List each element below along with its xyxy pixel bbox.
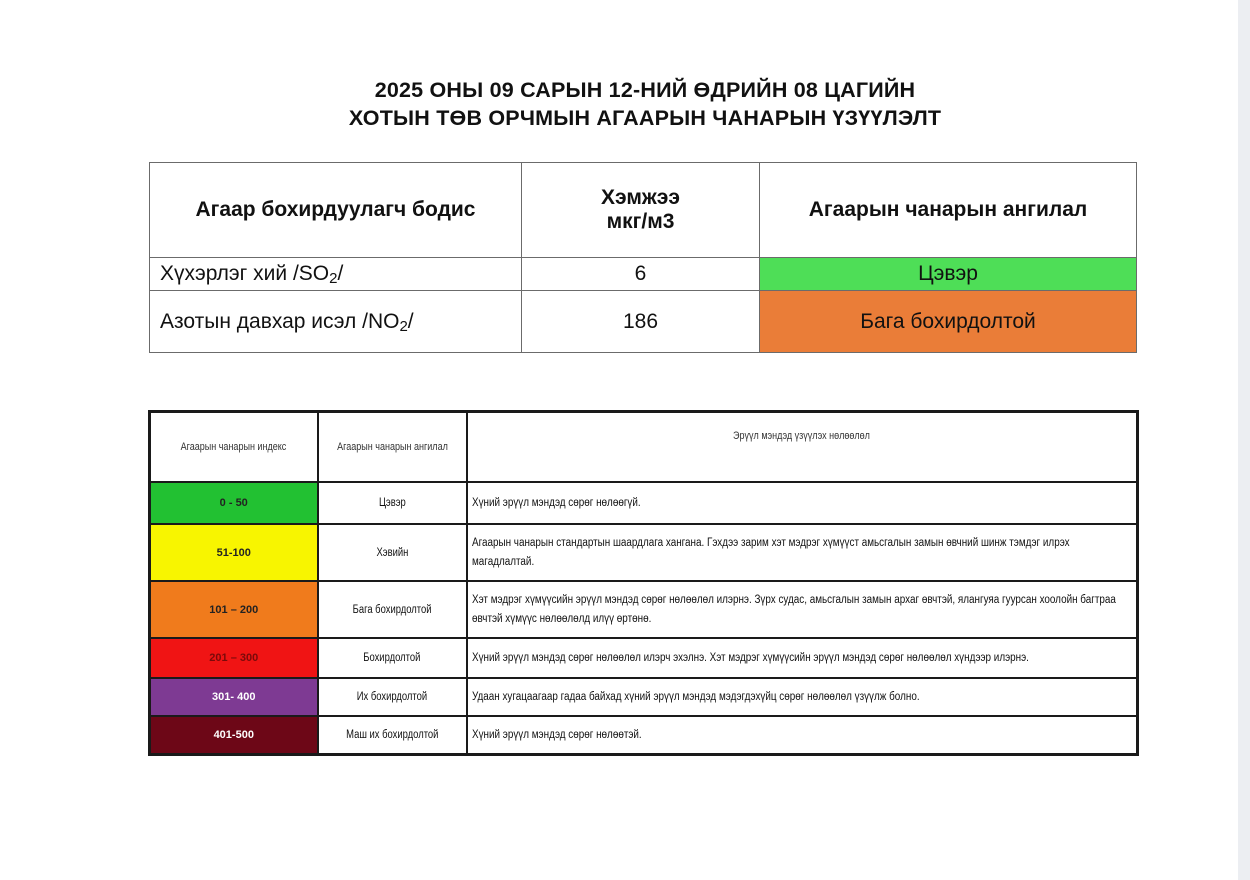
index-range: 0 - 50	[150, 482, 318, 524]
page-edge-strip	[1238, 0, 1250, 880]
quality-category: Цэвэр	[760, 258, 1137, 291]
index-row-polluted	[150, 638, 1138, 678]
title-line-2: ХОТЫН ТӨВ ОРЧМЫН АГААРЫН ЧАНАРЫН ҮЗҮҮЛЭЛТ	[348, 106, 942, 130]
pollutant-name	[150, 258, 522, 291]
amount-header-line-2: мкг/м3	[606, 210, 675, 233]
index-header-row	[150, 412, 1138, 483]
index-range: 301- 400	[150, 678, 318, 716]
quality-category: Бага бохирдолтой	[760, 291, 1137, 353]
index-impact: Хүний эрүүл мэндэд сөрөг нөлөөлөл илэрч эхэлнэ. Хэт мэдрэг хүмүүсийн эрүүл мэндэд сөрөг нөлөөлөл хүндээр илэрнэ.	[467, 638, 1138, 678]
title-line-1: 2025 ОНЫ 09 САРЫН 12-НИЙ ӨДРИЙН 08 ЦАГИЙН	[374, 78, 916, 102]
index-category: Хэвийн	[318, 524, 467, 581]
measurement-header-row	[150, 163, 1137, 258]
pollutant-suffix: /	[407, 309, 414, 333]
index-row-low-pollution	[150, 581, 1138, 638]
index-impact: Хүний эрүүл мэндэд сөрөг нөлөөтэй.	[467, 716, 1138, 755]
category-header: Агаарын чанарын ангилал	[760, 163, 1137, 258]
subscript: 2	[329, 270, 338, 287]
index-range: 101 – 200	[150, 581, 318, 638]
index-impact: Удаан хугацаагаар гадаа байхад хүний эрүүл мэндэд мэдэгдэхүйц сөрөг нөлөөлөл үзүүлж болно.	[467, 678, 1138, 716]
subscript: 2	[399, 317, 408, 335]
air-quality-index-table	[148, 410, 1139, 756]
measurement-row-no2	[150, 291, 1137, 353]
index-impact: Хэт мэдрэг хүмүүсийн эрүүл мэндэд сөрөг нөлөөлөл илэрнэ. Зүрх судас, амьсгалын замын архаг өвчтэй, ялангуяа гуурсан хоолойн багтраа өвчтэй хүмүүс нөлөөлөлд илүү өртөнө.	[467, 581, 1138, 638]
amount-header-line-1: Хэмжээ	[601, 186, 680, 209]
report-title	[0, 76, 1250, 132]
pollutant-name	[150, 291, 522, 353]
index-impact: Хүний эрүүл мэндэд сөрөг нөлөөгүй.	[467, 482, 1138, 524]
pollutant-suffix: /	[337, 262, 344, 285]
index-category: Цэвэр	[318, 482, 467, 524]
pollutant-header: Агаар бохирдуулагч бодис	[150, 163, 522, 258]
impact-header: Эрүүл мэндэд үзүүлэх нөлөөлөл	[467, 412, 1138, 483]
measurement-table	[149, 162, 1137, 353]
index-header: Агаарын чанарын индекс	[150, 412, 318, 483]
index-category: Бага бохирдолтой	[318, 581, 467, 638]
measurement-row-so2	[150, 258, 1137, 291]
index-category: Маш их бохирдолтой	[318, 716, 467, 755]
index-row-clean	[150, 482, 1138, 524]
pollutant-value: 186	[522, 291, 760, 353]
index-category: Бохирдолтой	[318, 638, 467, 678]
pollutant-name-text: Хүхэрлэг хий /SO	[160, 262, 330, 285]
index-row-normal	[150, 524, 1138, 581]
amount-header	[522, 163, 760, 258]
index-impact: Агаарын чанарын стандартын шаардлага хангана. Гэхдээ зарим хэт мэдрэг хүмүүст амьсгалын замын өвчний шинж тэмдэг илрэх магадлалтай.	[467, 524, 1138, 581]
index-range: 201 – 300	[150, 638, 318, 678]
index-row-very-high-pollution	[150, 716, 1138, 755]
index-category-header: Агаарын чанарын ангилал	[318, 412, 467, 483]
index-range: 51-100	[150, 524, 318, 581]
index-range: 401-500	[150, 716, 318, 755]
pollutant-name-text: Азотын давхар исэл /NO	[160, 309, 400, 333]
index-row-high-pollution	[150, 678, 1138, 716]
pollutant-value: 6	[522, 258, 760, 291]
index-category: Их бохирдолтой	[318, 678, 467, 716]
